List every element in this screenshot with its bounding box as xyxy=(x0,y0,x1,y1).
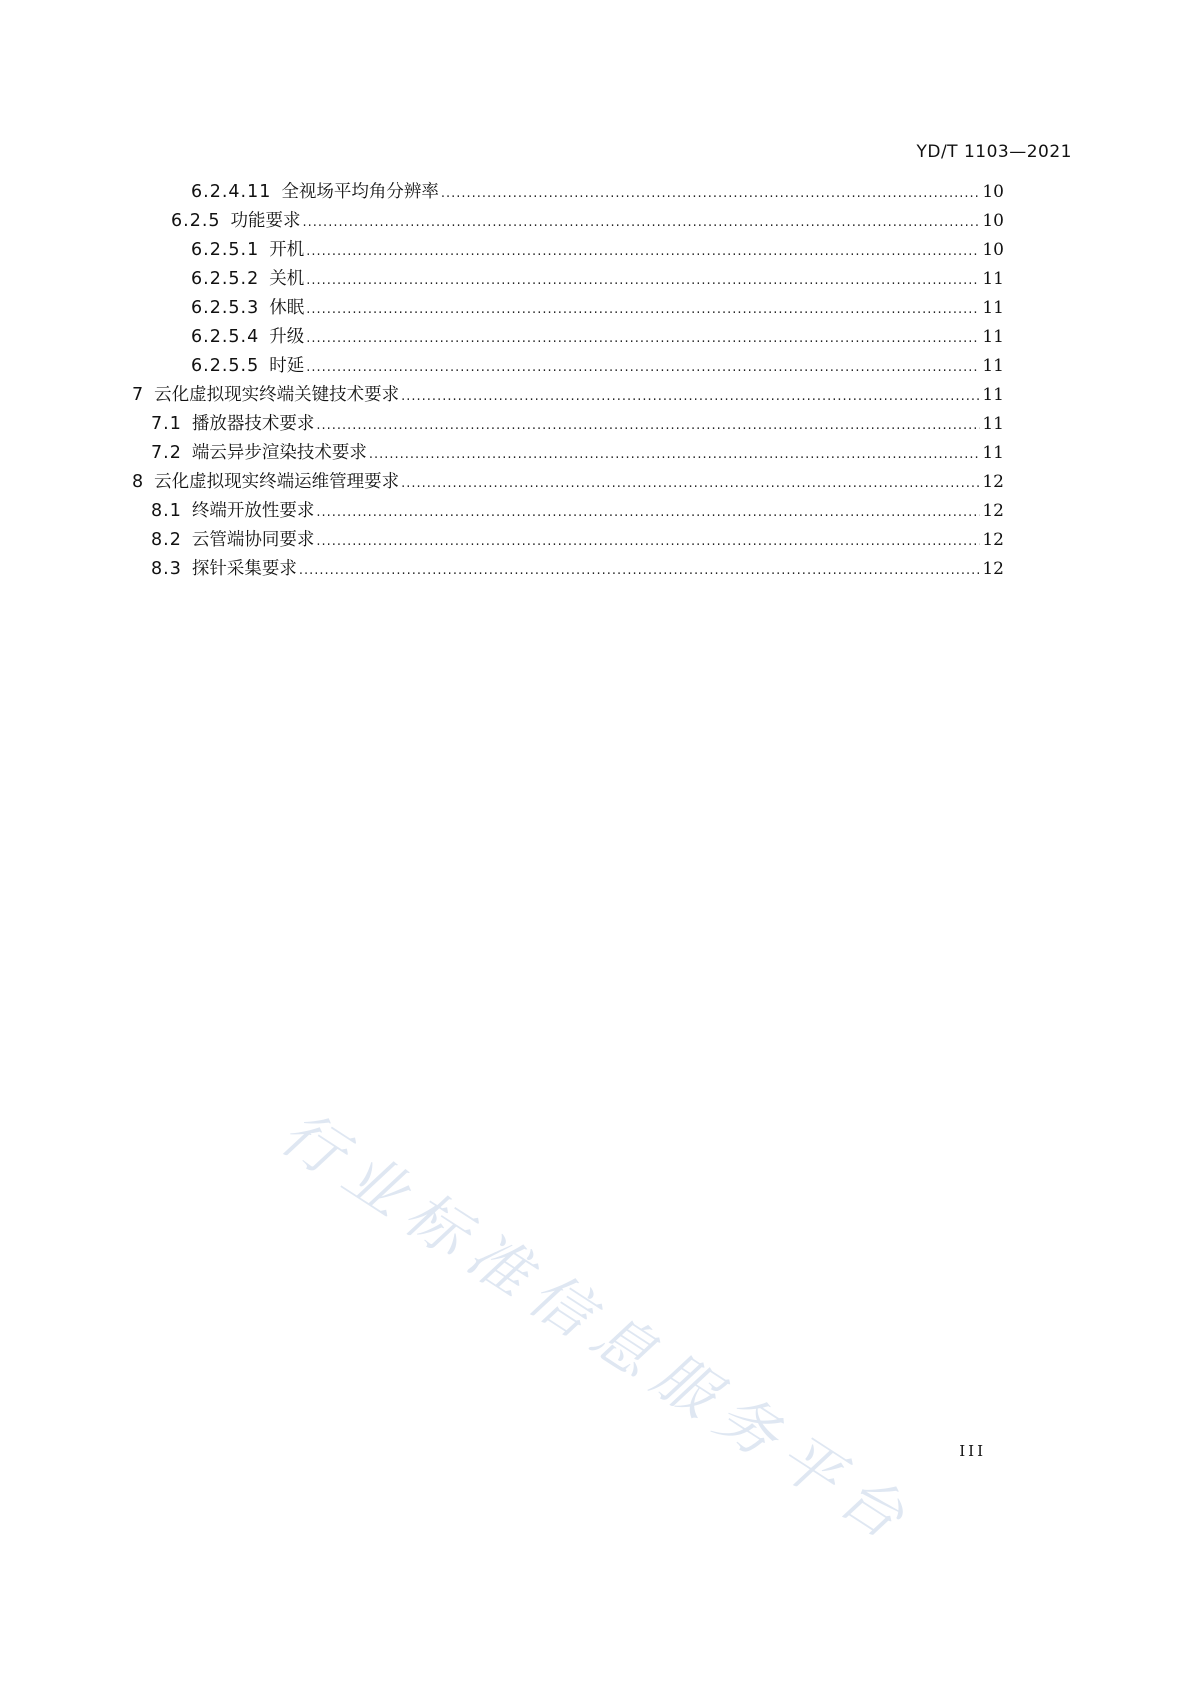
toc-leader-dots xyxy=(316,411,980,440)
toc-entry-title: 功能要求 xyxy=(230,211,301,231)
toc-entry[interactable] xyxy=(191,352,1004,381)
toc-entry-page: 11 xyxy=(982,327,1004,347)
toc-entry-page: 12 xyxy=(982,501,1004,521)
toc-leader-dots xyxy=(401,382,980,411)
toc-entry-page: 10 xyxy=(982,240,1004,260)
toc-entry[interactable] xyxy=(191,265,1004,294)
toc-leader-dots xyxy=(369,440,981,469)
toc-leader-dots xyxy=(306,266,980,295)
toc-entry-page: 12 xyxy=(982,559,1004,579)
toc-entry-number: 6.2.5.2 xyxy=(191,269,260,289)
toc-entry-page: 12 xyxy=(982,472,1004,492)
toc-entry-number: 7.1 xyxy=(151,414,182,434)
page-number: III xyxy=(959,1442,986,1460)
toc-entry-number: 8.1 xyxy=(151,501,182,521)
toc-leader-dots xyxy=(306,237,980,266)
toc-entry-page: 11 xyxy=(982,298,1004,318)
toc-entry-number: 6.2.5.3 xyxy=(191,298,260,318)
toc-entry[interactable] xyxy=(151,555,1004,584)
toc-entry-title: 端云异步渲染技术要求 xyxy=(191,443,367,463)
toc-entry-title: 云管端协同要求 xyxy=(191,530,315,550)
toc-entry-number: 8 xyxy=(132,472,145,492)
toc-entry-title: 时延 xyxy=(269,356,305,376)
toc-entry-title: 终端开放性要求 xyxy=(191,501,315,521)
toc-entry[interactable] xyxy=(151,526,1004,555)
toc-entry[interactable] xyxy=(191,236,1004,265)
toc-entry-title: 关机 xyxy=(269,269,305,289)
toc-entry-number: 6.2.5 xyxy=(171,211,221,231)
toc-entry-number: 6.2.4.11 xyxy=(191,182,272,202)
toc-entry-number: 6.2.5.5 xyxy=(191,356,260,376)
toc-entry[interactable] xyxy=(191,294,1004,323)
toc-entry-page: 11 xyxy=(982,414,1004,434)
toc-entry-title: 全视场平均角分辨率 xyxy=(281,182,439,202)
toc-entry-title: 开机 xyxy=(269,240,305,260)
toc-entry-number: 8.3 xyxy=(151,559,182,579)
toc-entry-title: 升级 xyxy=(269,327,305,347)
toc-leader-dots xyxy=(441,179,981,208)
watermark: 行业标准信息服务平台 xyxy=(268,1097,927,1560)
toc-entry[interactable] xyxy=(132,381,1004,410)
toc-entry[interactable] xyxy=(151,439,1004,468)
toc-leader-dots xyxy=(306,324,980,353)
toc-entry-title: 云化虚拟现实终端关键技术要求 xyxy=(154,385,400,405)
toc-entry[interactable] xyxy=(151,410,1004,439)
toc-entry-page: 10 xyxy=(982,182,1004,202)
toc-entry-title: 播放器技术要求 xyxy=(191,414,315,434)
toc-entry-page: 11 xyxy=(982,356,1004,376)
toc-entry-page: 11 xyxy=(982,385,1004,405)
toc-leader-dots xyxy=(401,469,980,498)
toc-entry[interactable] xyxy=(171,207,1004,236)
toc-leader-dots xyxy=(316,498,980,527)
toc-entry-number: 8.2 xyxy=(151,530,182,550)
toc-entry[interactable] xyxy=(132,468,1004,497)
toc-leader-dots xyxy=(299,556,981,585)
toc-leader-dots xyxy=(316,527,980,556)
toc-entry[interactable] xyxy=(151,497,1004,526)
toc-entry-page: 11 xyxy=(982,269,1004,289)
toc-entry-page: 11 xyxy=(982,443,1004,463)
toc-entry-page: 12 xyxy=(982,530,1004,550)
toc-entry-number: 6.2.5.1 xyxy=(191,240,260,260)
toc-entry-title: 云化虚拟现实终端运维管理要求 xyxy=(154,472,400,492)
toc-entry[interactable] xyxy=(191,178,1004,207)
toc-entry-title: 休眠 xyxy=(269,298,305,318)
toc-entry-number: 6.2.5.4 xyxy=(191,327,260,347)
toc-leader-dots xyxy=(306,353,980,382)
toc-entry-title: 探针采集要求 xyxy=(191,559,297,579)
toc-leader-dots xyxy=(306,295,980,324)
toc-entry[interactable] xyxy=(191,323,1004,352)
toc-entry-page: 10 xyxy=(982,211,1004,231)
toc-leader-dots xyxy=(303,208,981,237)
toc-entry-number: 7 xyxy=(132,385,145,405)
standard-code: YD/T 1103—2021 xyxy=(916,142,1072,162)
toc-entry-number: 7.2 xyxy=(151,443,182,463)
